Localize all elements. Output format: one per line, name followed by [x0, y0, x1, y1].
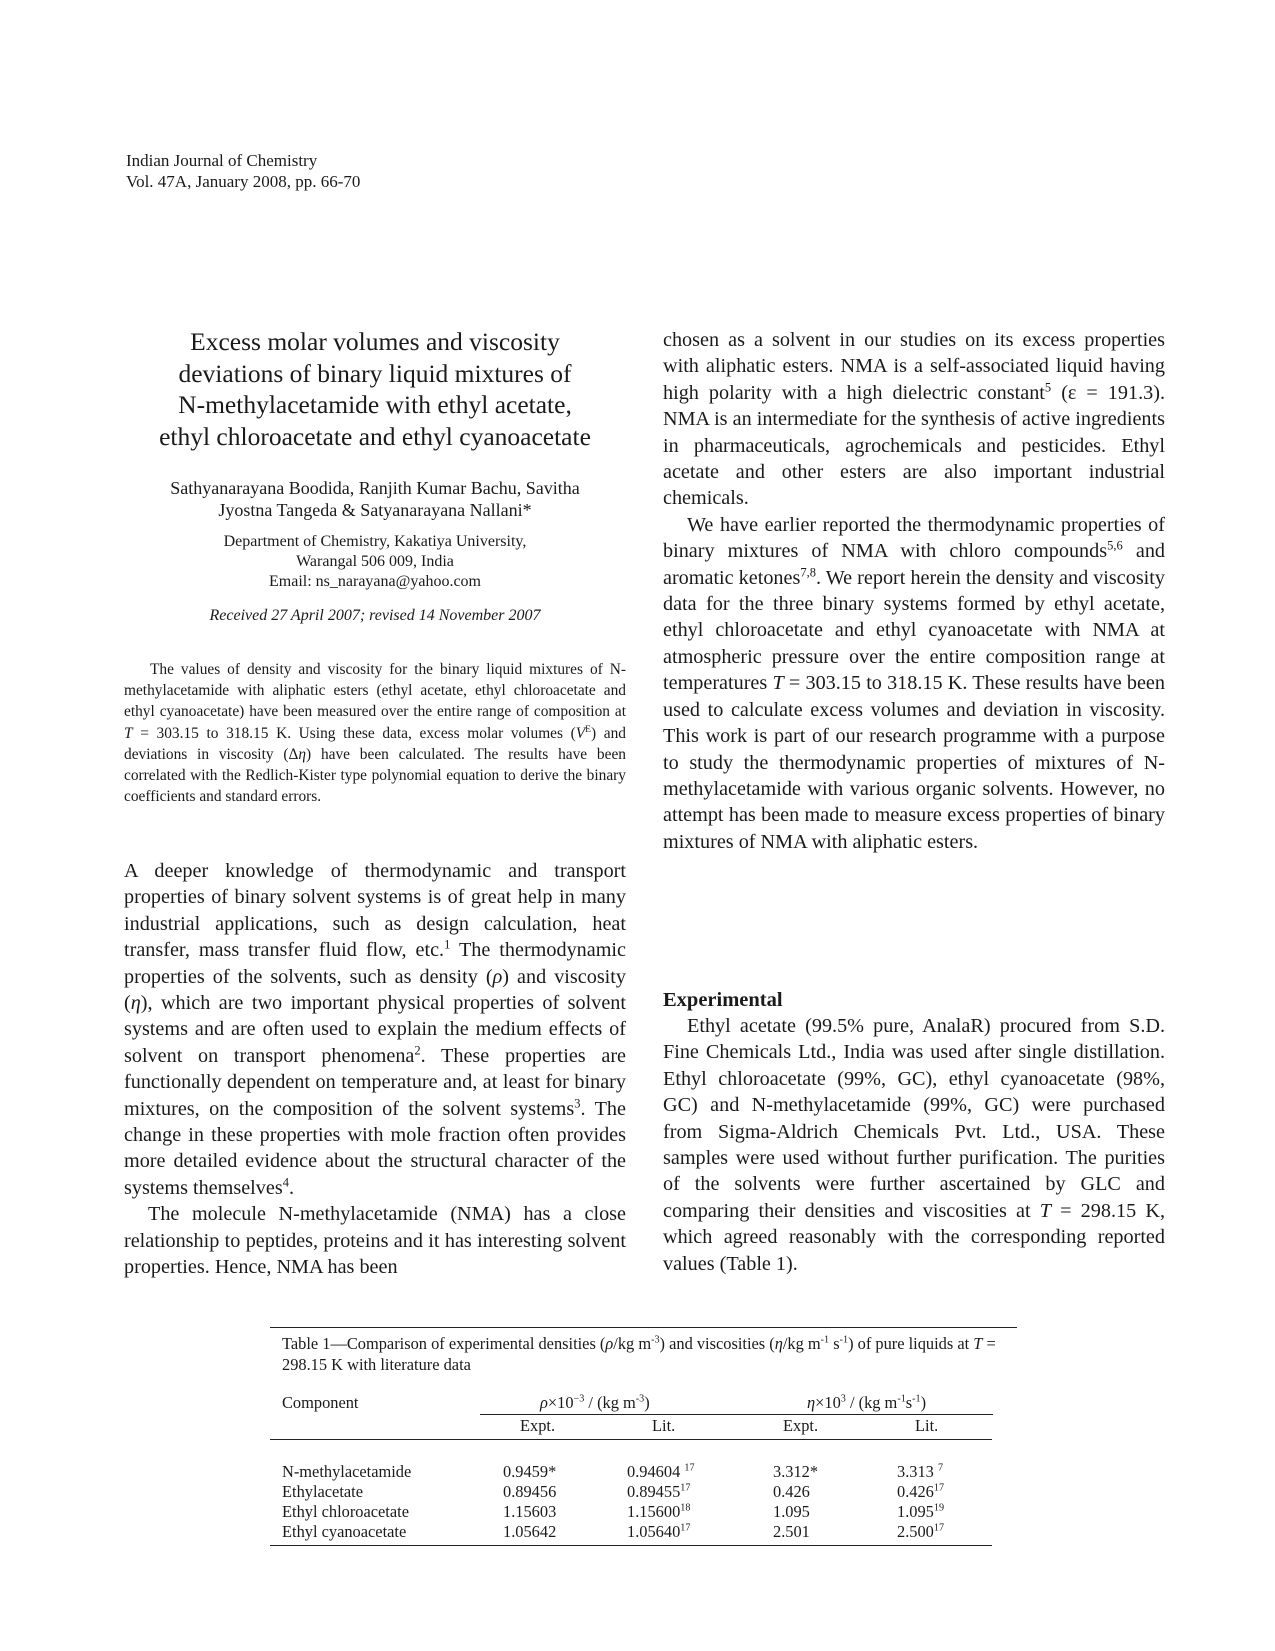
- table-cell-component: N-methylacetamide: [282, 1462, 412, 1481]
- affiliation-line: Department of Chemistry, Kakatiya University,: [223, 533, 527, 550]
- subheader-lit: Lit.: [652, 1416, 676, 1435]
- title-line: Excess molar volumes and viscosity: [190, 327, 560, 356]
- reference-7-8: 7,8: [800, 564, 816, 579]
- article-title: [124, 326, 626, 452]
- journal-header: [126, 150, 360, 192]
- reference-4: 4: [282, 1175, 289, 1190]
- reference-3: 3: [574, 1095, 581, 1110]
- experimental-section: [663, 987, 1165, 1277]
- reference-1: 1: [444, 937, 451, 952]
- table-cell-eta-lit: 1.095$^{19}$: [897, 1502, 945, 1521]
- abstract: [124, 659, 626, 807]
- subheader-expt: Expt.: [520, 1416, 556, 1435]
- table-caption: Table 1—Comparison of experimental densities (ρ/kg $m^{-3}$) and viscosities (η/kg $m^{-1}$ $s^{-1}$) of pure liquids at T = 298.15 K with literature data: [282, 1334, 996, 1374]
- table-cell-rho-lit: 1.05640$^{17}$: [627, 1522, 691, 1541]
- column-header-component: Component: [282, 1393, 359, 1412]
- title-line: deviations of binary liquid mixtures of: [178, 358, 572, 388]
- section-heading: Experimental: [663, 989, 783, 1011]
- table-cell-eta-expt: 0.426: [773, 1482, 810, 1501]
- table-cell-rho-expt: 0.89456: [503, 1482, 557, 1501]
- experimental-paragraph: Ethyl acetate (99.5% pure, AnalaR) procured from S.D. Fine Chemicals Ltd., India was used after single distillation. Ethyl chloroacetate (99%, GC), ethyl cyanoacetate (98%, GC) and N-methylacetamide (99%, GC) were purchased from Sigma-Aldrich Chemicals Pvt. Ltd., USA. These samples were used without further purification. The purities of the solvents were further ascertained by GLC and comparing their densities and viscosities at T = 298.15 K, which agreed reasonably with the corresponding reported values (Table 1).: [663, 1015, 1165, 1275]
- authors-line: Jyostna Tangeda & Satyanarayana Nallani*: [218, 500, 532, 520]
- table-cell-rho-expt: 1.15603: [503, 1502, 557, 1521]
- affiliation: [124, 532, 626, 592]
- introduction: [124, 858, 626, 1281]
- subheader-expt: Expt.: [783, 1416, 819, 1435]
- table-cell-eta-expt: 1.095: [773, 1502, 810, 1521]
- right-column-text: [663, 327, 1165, 855]
- affiliation-line: Warangal 506 009, India: [296, 553, 454, 570]
- table-body: [270, 1328, 1017, 1558]
- subheader-lit: Lit.: [915, 1416, 939, 1435]
- table-cell-eta-expt: 2.501: [773, 1522, 810, 1541]
- subheader-rule: [270, 1439, 992, 1440]
- title-line: ethyl chloroacetate and ethyl cyanoacetate: [159, 421, 591, 451]
- table-cell-rho-expt: 1.05642: [503, 1522, 557, 1541]
- table-cell-rho-lit: 0.94604 $^{17}$: [627, 1462, 695, 1481]
- intro-paragraph-1: A deeper knowledge of thermodynamic and transport properties of binary solvent systems is of great help in many industrial applications, such as design calculation, heat transfer, mass transfer fluid flow, etc.$^1$ The thermodynamic properties of the solvents, such as density (ρ) and viscosity (η), which are two important physical properties of solvent systems and are often used to explain the medium effects of solvent on transport phenomena$^2$. These properties are functionally dependent on temperature and, at least for binary mixtures, on the composition of the solvent systems$^3$. The change in these properties with mole fraction often provides more detailed evidence about the structural character of the systems themselves$^4$.: [124, 860, 626, 1199]
- table-bottom-rule: [270, 1545, 992, 1546]
- authors: [124, 477, 626, 521]
- table-cell-rho-lit: 0.89455$^{17}$: [627, 1482, 691, 1501]
- table-1: [270, 1327, 1017, 1541]
- table-cell-component: Ethylacetate: [282, 1482, 363, 1501]
- intro-paragraph-2: The molecule N-methylacetamide (NMA) has a close relationship to peptides, proteins and it has interesting solvent properties. Hence, NMA has been: [124, 1203, 626, 1279]
- column-group-viscosity: $\eta\times 10^3 / (kg$ $m^{-1}s^{-1}$): [807, 1393, 927, 1412]
- right-paragraph-2: We have earlier reported the thermodynamic properties of binary mixtures of NMA with chloro compounds$^{5,6}$ and aromatic ketones$^{7,8}$. We report herein the density and viscosity data for the three binary systems formed by ethyl acetate, ethyl chloroacetate and ethyl cyanoacetate with NMA at atmospheric pressure over the entire composition range at temperatures T = 303.15 to 318.15 K. These results have been used to calculate excess volumes and deviation in viscosity. This work is part of our research programme with a purpose to study the thermodynamic properties of mixtures of N-methylacetamide with various organic solvents. However, no attempt has been made to measure excess properties of binary mixtures of NMA with aliphatic esters.: [663, 513, 1166, 853]
- reference-5: 5: [1044, 380, 1052, 395]
- header-rule: [480, 1414, 993, 1415]
- table-cell-component: Ethyl chloroacetate: [282, 1502, 409, 1521]
- affiliation-email: Email: ns_narayana@yahoo.com: [269, 573, 481, 590]
- title-line: N-methylacetamide with ethyl acetate,: [178, 390, 572, 419]
- right-paragraph-1: chosen as a solvent in our studies on its excess properties with aliphatic esters. NMA is a self-associated liquid having high polarity with a high dielectric constant$^5$ (ε = 191.3). NMA is an intermediate for the synthesis of active ingredients in pharmaceuticals, agrochemicals and pesticides. Ethyl acetate and other esters are also important industrial chemicals.: [663, 329, 1166, 510]
- reference-2: 2: [414, 1043, 421, 1058]
- column-group-density: $\rho\times 10^{-3} / (kg$ $m^{-3}$): [540, 1393, 650, 1412]
- abstract-text: The values of density and viscosity for the binary liquid mixtures of N-methylacetamide with aliphatic esters (ethyl acetate, ethyl chloroacetate and ethyl cyanoacetate) have been measured over the entire range of composition at T = 303.15 to 318.15 K. Using these data, excess molar volumes $(V^E)$ and deviations in viscosity (Δη) have been calculated. The results have been correlated with the Redlich-Kister type polynomial equation to derive the binary coefficients and standard errors.: [124, 661, 626, 806]
- journal-issue: Vol. 47A, January 2008, pp. 66-70: [126, 172, 361, 191]
- journal-name: Indian Journal of Chemistry: [126, 151, 318, 170]
- table-cell-rho-expt: 0.9459*: [503, 1462, 557, 1481]
- authors-line: Sathyanarayana Boodida, Ranjith Kumar Bachu, Savitha: [170, 478, 580, 498]
- table-cell-eta-lit: 3.313 $^7$: [897, 1462, 944, 1481]
- table-cell-eta-lit: 2.500$^{17}$: [897, 1522, 945, 1541]
- title-block: [124, 326, 626, 626]
- table-cell-component: Ethyl cyanoacetate: [282, 1522, 407, 1541]
- table-cell-rho-lit: 1.15600$^{18}$: [627, 1502, 691, 1521]
- received-dates: Received 27 April 2007; revised 14 November 2007: [209, 607, 541, 624]
- table-cell-eta-lit: 0.426$^{17}$: [897, 1482, 945, 1501]
- reference-5-6: 5,6: [1107, 538, 1123, 553]
- table-cell-eta-expt: 3.312*: [773, 1462, 819, 1481]
